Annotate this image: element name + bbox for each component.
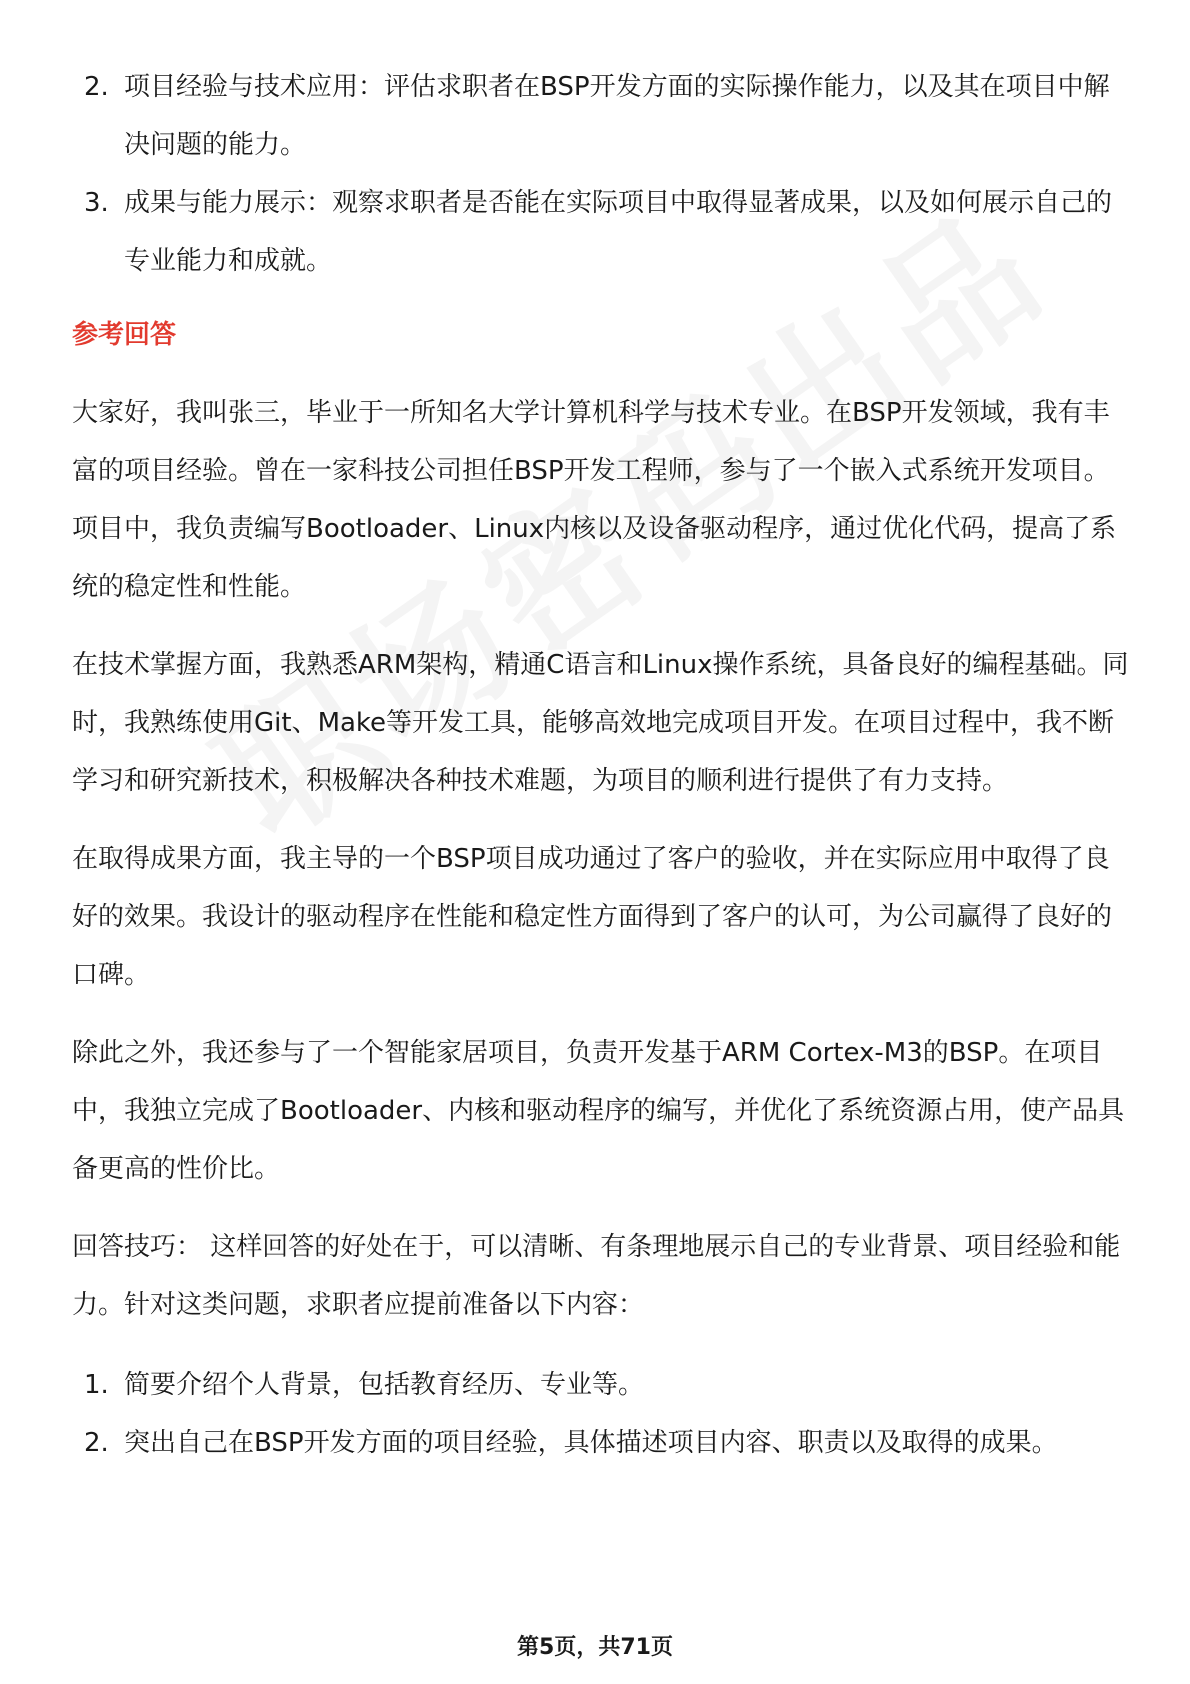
page-footer: 第5页，共71页 — [517, 1635, 673, 1660]
paragraph: 在取得成果方面，我主导的一个BSP项目成功通过了客户的验收，并在实际应用中取得了良好的效果。我设计的驱动程序在性能和稳定性方面得到了客户的认可，为公司赢得了良好的口碑。 — [72, 844, 1113, 990]
list-number: 1. — [84, 1370, 109, 1400]
top-numbered-list — [72, 58, 1132, 290]
list-number: 3. — [84, 188, 109, 218]
list-number: 2. — [84, 72, 109, 102]
paragraph: 在技术掌握方面，我熟悉ARM架构，精通C语言和Linux操作系统，具备良好的编程基础。同时，我熟练使用Git、Make等开发工具，能够高效地完成项目开发。在项目过程中，我不断学习和研究新技术，积极解决各种技术难题，为项目的顺利进行提供了有力支持。 — [72, 650, 1129, 796]
list-item — [72, 174, 1132, 290]
answer-tips-paragraph: 回答技巧： 这样回答的好处在于，可以清晰、有条理地展示自己的专业背景、项目经验和能力。针对这类问题，求职者应提前准备以下内容： — [72, 1232, 1121, 1320]
section-heading: 参考回答 — [72, 320, 177, 350]
paragraph: 除此之外，我还参与了一个智能家居项目，负责开发基于ARM Cortex-M3的BSP。在项目中，我独立完成了Bootloader、内核和驱动程序的编写，并优化了系统资源占用，使产品具备更高的性价比。 — [72, 1038, 1125, 1184]
paragraph: 大家好，我叫张三，毕业于一所知名大学计算机科学与技术专业。在BSP开发领域，我有丰富的项目经验。曾在一家科技公司担任BSP开发工程师，参与了一个嵌入式系统开发项目。项目中，我负责编写Bootloader、Linux内核以及设备驱动程序，通过优化代码，提高了系统的稳定性和性能。 — [72, 398, 1117, 602]
list-number: 2. — [84, 1428, 109, 1458]
list-text: 简要介绍个人背景，包括教育经历、专业等。 — [124, 1370, 645, 1400]
list-item — [72, 58, 1132, 174]
page-content — [72, 58, 1132, 1472]
list-text: 成果与能力展示：观察求职者是否能在实际项目中取得显著成果，以及如何展示自己的专业能力和成就。 — [124, 188, 1113, 276]
list-text: 项目经验与技术应用：评估求职者在BSP开发方面的实际操作能力，以及其在项目中解决问题的能力。 — [124, 72, 1110, 160]
list-item — [72, 1356, 1132, 1414]
list-item — [72, 1414, 1132, 1472]
list-text: 突出自己在BSP开发方面的项目经验，具体描述项目内容、职责以及取得的成果。 — [124, 1428, 1058, 1458]
bottom-numbered-list — [72, 1356, 1132, 1472]
